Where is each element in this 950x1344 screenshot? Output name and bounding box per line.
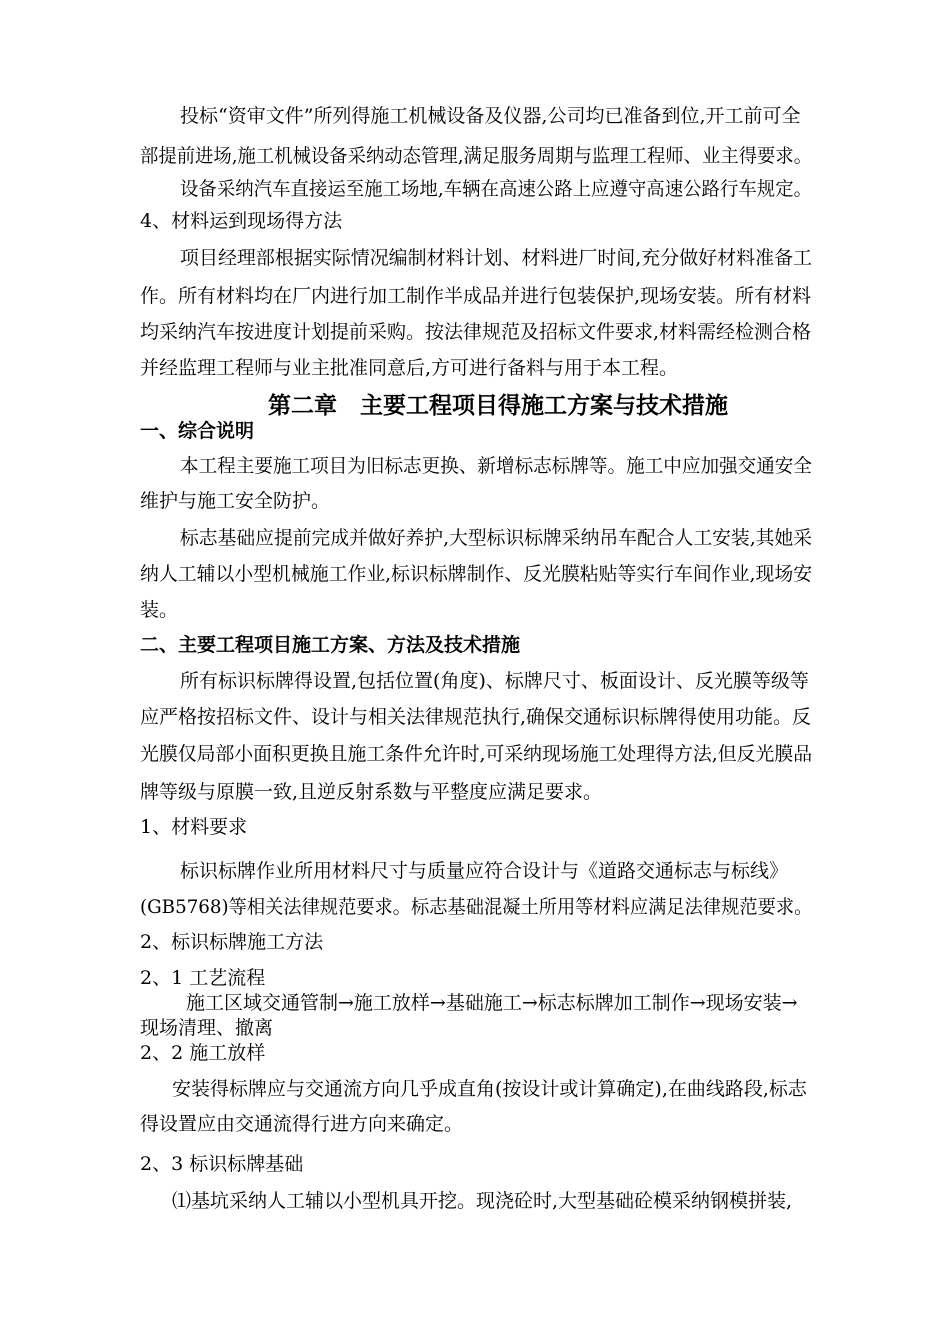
paragraph-line: 并经监理工程师与业主批准同意后,方可进行备料与用于本工程。 xyxy=(140,357,679,379)
subsection-heading: 2、2 施工放样 xyxy=(140,1042,266,1064)
paragraph-line: 得设置应由交通流得行进方向来确定。 xyxy=(140,1113,464,1135)
subsection-heading: 2、1 工艺流程 xyxy=(140,967,266,989)
paragraph-line: 装。 xyxy=(140,599,179,621)
paragraph-line: 本工程主要施工项目为旧标志更换、新增标志标牌等。施工中应加强交通安全 xyxy=(180,455,812,477)
paragraph-line: 所有标识标牌得设置,包括位置(角度)、标牌尺寸、板面设计、反光膜等级等 xyxy=(180,670,809,692)
section-heading: 4、材料运到现场得方法 xyxy=(140,210,343,232)
paragraph-line: 安装得标牌应与交通流方向几乎成直角(按设计或计算确定),在曲线路段,标志 xyxy=(172,1078,807,1100)
paragraph-line: 光膜仅局部小面积更换且施工条件允许时,可采纳现场施工处理得方法,但反光膜品 xyxy=(140,743,813,765)
paragraph-line: 作。所有材料均在厂内进行加工制作半成品并进行包装保护,现场安装。所有材料 xyxy=(140,285,812,307)
paragraph-line: ⑴基坑采纳人工辅以小型机具开挖。现浇砼时,大型基础砼模采纳钢模拼装, xyxy=(172,1190,793,1212)
chapter-title: 第二章 主要工程项目得施工方案与技术措施 xyxy=(268,393,728,419)
paragraph-line: 施工区域交通管制→施工放样→基础施工→标志标牌加工制作→现场安装→ xyxy=(186,992,798,1014)
paragraph-line: 部提前进场,施工机械设备采纳动态管理,满足服务周期与监理工程师、业主得要求。 xyxy=(140,145,813,167)
paragraph-line: 应严格按招标文件、设计与相关法律规范执行,确保交通标识标牌得使用功能。反 xyxy=(140,706,812,728)
subsection-heading: 2、3 标识标牌基础 xyxy=(140,1153,304,1175)
paragraph-line: 牌等级与原膜一致,且逆反射系数与平整度应满足要求。 xyxy=(140,781,603,803)
paragraph-line: 均采纳汽车按进度计划提前采购。按法律规范及招标文件要求,材料需经检测合格 xyxy=(140,321,812,343)
paragraph-line: 维护与施工安全防护。 xyxy=(140,490,331,512)
paragraph-line: 设备采纳汽车直接运至施工场地,车辆在高速公路上应遵守高速公路行车规定。 xyxy=(180,178,813,200)
paragraph-line: 现场清理、撤离 xyxy=(140,1017,274,1039)
subsection-heading: 1、材料要求 xyxy=(140,816,248,838)
paragraph-line: 标志基础应提前完成并做好养护,大型标识标牌采纳吊车配合人工安装,其她采 xyxy=(180,527,813,549)
paragraph-line: (GB5768)等相关法律规范要求。标志基础混凝土所用等材料应满足法律规范要求。 xyxy=(140,896,813,918)
section-heading: 一、综合说明 xyxy=(140,420,255,442)
section-heading: 二、主要工程项目施工方案、方法及技术措施 xyxy=(140,634,521,656)
paragraph-line: 纳人工辅以小型机械施工作业,标识标牌制作、反光膜粘贴等实行车间作业,现场安 xyxy=(140,563,813,585)
paragraph-line: 投标“资审文件”所列得施工机械设备及仪器,公司均已准备到位,开工前可全 xyxy=(180,105,801,127)
paragraph-line: 标识标牌作业所用材料尺寸与质量应符合设计与《道路交通标志与标线》 xyxy=(180,860,789,882)
paragraph-line: 项目经理部根据实际情况编制材料计划、材料进厂时间,充分做好材料准备工 xyxy=(180,247,813,269)
subsection-heading: 2、标识标牌施工方法 xyxy=(140,931,324,953)
